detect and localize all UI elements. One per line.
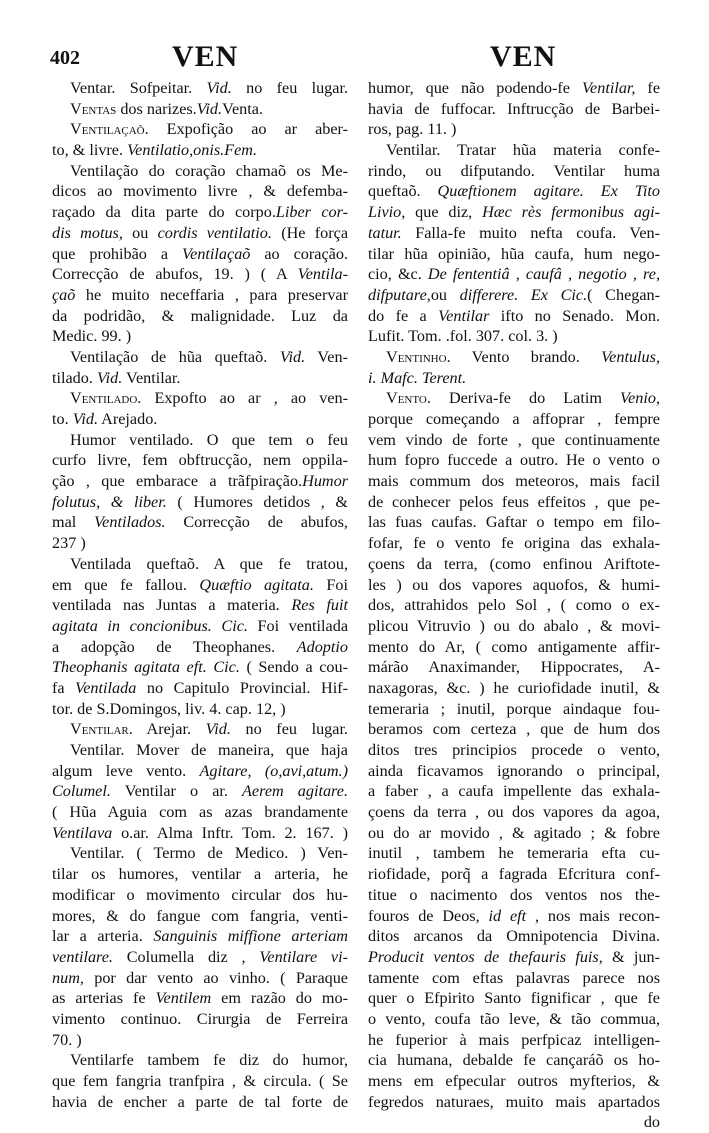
headword: Ventas [70,99,117,118]
text-line [52,968,348,989]
italic-text: Venio [619,389,656,408]
text-line [52,181,348,202]
italic-text: Humor [302,472,348,491]
text-segment: beramos com certeza , que de hum dos [368,720,660,739]
text-line [368,492,660,513]
text-segment: que prohibão a [52,244,183,263]
text-line [368,450,660,471]
text-line [368,264,660,285]
text-segment: , [655,389,660,408]
text-line [52,595,348,616]
text-segment: vem vindo de forte , que continuamente [368,430,660,449]
text-line [368,906,660,927]
italic-text: id eft [488,906,527,925]
text-line [368,740,660,761]
italic-text: Ventilava [52,823,113,842]
italic-text: Ventilaçaõ [182,244,251,263]
text-segment: temeraria ; inutil, porque aindaque fou- [368,699,660,718]
text-line [52,926,348,947]
text-line [368,1092,660,1113]
text-line [52,719,348,740]
text-segment: no Capitulo Provincial. Hif- [136,678,349,697]
text-segment: fa [52,678,76,697]
italic-text: Liber cor- [275,203,348,222]
text-segment: las fuas caufas. Gaftar o tempo em filo- [368,513,660,532]
text-line [52,347,348,368]
italic-text: Columel. [52,782,111,801]
italic-text: Sanguinis miffione arteriam [153,927,348,946]
italic-text: Producit ventos de thefauris fuis, [368,947,603,966]
text-segment: ainda ficavamos ignorando o principal, [368,761,660,780]
right-column [368,78,660,1133]
text-segment: tilar os humores, ventilar a arteria, he [52,865,348,884]
left-column [52,78,348,1112]
text-segment: tilado. [52,368,97,387]
text-segment: . Deriva-fe do Latim [426,389,620,408]
text-segment: Ventilar. [122,368,181,387]
text-line [368,864,660,885]
text-line [52,1030,348,1051]
text-segment: Ven- [305,347,348,366]
italic-text: Vid. [279,347,306,366]
text-line [52,885,348,906]
text-line [52,264,348,285]
italic-text: tatur. [368,223,402,242]
text-line [52,512,348,533]
text-line [52,368,348,389]
italic-text: Hæc rès fermonibus agi- [482,203,660,222]
text-segment: . Expofto ao ar , ao ven- [137,389,348,408]
text-line [52,988,348,1009]
text-line [52,678,348,699]
text-line [368,161,660,182]
text-line [52,864,348,885]
text-segment: ros, pag. 11. ) [368,120,457,139]
text-segment: plicou Vitruvio ) ou do abalo , & movi- [368,616,660,635]
text-line [52,781,348,802]
text-line [368,306,660,327]
italic-text: Res fuit [291,596,348,615]
text-line [368,99,660,120]
text-segment: de conhecer pelos feus effeitos , que pe- [368,492,660,511]
text-segment: Ventilar. Mover de maneira, que haja [70,741,348,759]
italic-text: Ventilare vi- [259,947,348,966]
headword: Ventilado [70,389,138,408]
text-line [368,988,660,1009]
text-line [368,678,660,699]
text-segment: que fem fangria tranfpira , & circula. ( Se [52,1072,348,1090]
text-segment: ifto no Senado. Mon. [489,306,660,325]
text-segment: mores, & do fangue com fangria, venti- [52,906,348,925]
text-segment: titue o nacimento dos ventos nos the- [368,885,660,904]
text-segment: as arterias fe [52,989,156,1008]
text-segment: fe [635,79,661,97]
text-line [52,409,348,430]
text-line [368,885,660,906]
text-line [52,202,348,223]
italic-text: cordis ventilatio. [157,223,272,242]
text-segment: ou do ar movido , & agitado ; & fobre [368,823,660,842]
text-line [368,119,660,140]
text-segment: , nos mais recon- [526,906,660,925]
text-segment: 70. ) [52,1030,82,1049]
text-line [52,699,348,720]
text-segment: em razão do mo- [211,989,348,1008]
text-segment: fegredos naturaes, muito mais apartados [368,1092,660,1111]
text-segment: hum fopro fuccede a outro. He o vento o [368,451,660,470]
text-segment: ventilada nas Juntas a materia. [52,596,292,615]
italic-text: Ventilatio,onis.Fem. [127,141,258,160]
text-segment: Foi [313,575,348,594]
italic-text: Ventilada [75,678,137,697]
italic-text: num, [52,968,84,987]
text-segment: ao coração. [250,244,348,263]
text-line [368,595,660,616]
italic-text: Ventilar, [581,79,636,97]
text-line [368,843,660,864]
text-segment: ( Humores detidos , & [166,492,348,511]
text-segment: riofidade, porq̃ a fagrada Efcritura conf- [368,865,660,884]
text-segment: Medic. 99. ) [52,327,132,346]
text-segment: dos narizes. [116,99,197,118]
text-segment: he fuperior à mais perfpicaz intelligen- [368,1030,660,1049]
text-segment: ou [430,285,460,304]
text-segment: mal [52,513,95,532]
italic-text: Ventilados. [94,513,166,532]
text-segment: ção , que embarace a trãfpiração. [52,472,303,491]
headword: Ventinho [386,347,447,366]
text-segment: a faber , a caufa impellente das exhala- [368,782,660,801]
text-line [52,306,348,327]
text-line [368,968,660,989]
text-segment: da podridão, & malignidade. Luz da [52,306,348,325]
text-line [52,119,348,140]
text-segment: inutil , tambem he temeraria efta cu- [368,844,660,863]
text-segment: mais commum dos meteoros, mais facil [368,472,660,491]
italic-text: differere. Ex Cic. [459,285,588,304]
running-head-right: VEN [490,40,557,73]
text-segment: ditos tres principios procede o vento, [368,741,660,759]
italic-text: Livio, [368,203,406,222]
text-line [52,388,348,409]
text-line [368,285,660,306]
text-line [52,244,348,265]
italic-text: Aerem agitare. [242,782,348,801]
text-line [368,326,660,347]
italic-text: Vid. [205,720,231,739]
text-segment: Ventilarfe tambem fe diz do humor, [70,1051,348,1070]
text-segment: & jun- [602,947,660,966]
text-line [368,657,660,678]
text-line [52,1071,348,1092]
text-segment: Ventilação do coração chamaõ os Me- [70,161,348,180]
text-segment: Ventilar. Tratar hũa materia confe- [386,141,660,160]
text-line [368,719,660,740]
text-segment: cia humana, debalde fe cançaráõ os ho- [368,1051,660,1070]
text-line [52,1050,348,1071]
headword: Ventilar [70,720,129,739]
text-segment: mens em efpecular outros myfterios, & [368,1072,660,1090]
text-segment: Ventilar o ar. [110,782,243,801]
text-segment: to, & livre. [52,141,128,160]
italic-text: Ventilem [155,989,212,1008]
text-line [368,637,660,658]
text-line [52,657,348,678]
running-head-left: VEN [172,40,239,73]
text-segment: tilar hũa opinião, hũa caufa, hum nego- [368,244,660,263]
text-segment: raçado da dita parte do corpo. [52,203,276,222]
text-line [52,575,348,596]
italic-text: Vid. [72,410,99,428]
text-segment: ditos arcanos da Omnipotencia Divina. [368,927,660,946]
text-line [368,533,660,554]
text-segment: Arejado. [98,410,158,428]
text-line [368,823,660,844]
text-line [52,823,348,844]
text-line [52,843,348,864]
text-segment: do fe a [368,306,439,325]
text-line [368,616,660,637]
text-line [368,409,660,430]
text-segment: ( Chegan- [587,285,661,304]
text-segment: . Expofição ao ar aber- [144,120,348,139]
text-segment: no feu lugar. [231,79,348,97]
text-line [52,471,348,492]
text-segment: vimento continuo. Cirurgia de Ferreira [52,1009,348,1028]
text-segment: Foi ventilada [247,616,348,635]
text-segment: queftaõ. [368,182,438,201]
text-segment: Ventar. Sofpeitar. [70,79,207,97]
text-line [52,99,348,120]
italic-text: Vid. [96,368,123,387]
text-segment: havia de encher a parte de tal forte de [52,1092,348,1111]
text-segment: Ventilar. ( Termo de Medico. ) Ven- [70,844,348,863]
text-line [368,781,660,802]
text-segment: Ventilada queftaõ. A que fe tratou, [70,554,348,573]
text-segment: cio, &c. [368,265,428,284]
text-line [52,740,348,761]
text-line [368,947,660,968]
text-segment: les ) ou dos vapores aquofos, & humi- [368,575,660,594]
text-segment: que diz, [405,203,483,222]
text-line [52,430,348,451]
text-line [368,1071,660,1092]
text-line [368,368,660,389]
text-line [368,388,660,409]
text-line [368,223,660,244]
text-segment: em que fe fallou. [52,575,200,594]
italic-text: ventilare. [52,947,113,966]
italic-text: çaõ [52,285,76,304]
text-segment: no feu lugar. [230,720,348,739]
text-line [368,347,660,368]
text-segment: humor, que não podendo-fe [368,79,582,97]
text-line [52,802,348,823]
text-segment: quer o Efpirito Santo fignificar , que fe [368,989,660,1008]
text-segment: 237 ) [52,534,86,553]
text-segment: to. [52,410,73,428]
text-segment: fofar, fe o vento fe origina das exhala- [368,534,660,553]
text-line [368,244,660,265]
text-segment: Ventilação de hũa queftaõ. [70,347,280,366]
text-segment: Venta. [222,99,263,118]
text-segment: o vento, coufa tão leve, & tão commua, [368,1009,660,1028]
text-line [52,450,348,471]
italic-text: Ventulus, [601,347,660,366]
italic-text: Vid. [206,79,232,97]
italic-text: Vid. [196,99,223,118]
text-segment: Correcção de abufos, [165,513,348,532]
text-segment: naxagoras, &c. ) he curiofidade inutil, & [368,678,660,697]
italic-text: Quæftionem agitare. Ex Tito [437,182,660,201]
text-line [52,223,348,244]
text-line [368,1030,660,1051]
text-segment: rindo, ou difputando. Ventilar huma [368,161,660,180]
italic-text: Quæftio agitata. [199,575,314,594]
text-line [368,699,660,720]
text-segment: lar a arteria. [52,927,154,946]
text-segment: . Arejar. [128,720,206,739]
italic-text: dis motus, [52,223,123,242]
text-line [368,78,660,99]
text-segment: ou [122,223,158,242]
text-line [368,512,660,533]
text-line [52,492,348,513]
text-segment: do [643,1113,660,1132]
text-segment: por dar vento ao vinho. ( Paraque [83,968,348,987]
text-segment: Falla-fe muito nefta coufa. Ven- [401,223,660,242]
text-line [368,140,660,161]
text-line [52,140,348,161]
text-line [368,471,660,492]
text-line [52,947,348,968]
text-line [368,430,660,451]
text-line [368,1050,660,1071]
text-segment: porque começando a affoprar , fempre [368,410,660,428]
italic-text: folutus, & liber. [52,492,167,511]
italic-text: i. Mafc. Terent. [368,368,467,387]
text-line [368,1112,660,1133]
text-segment: mento do Ar, ( como antigamente affir- [368,637,660,656]
text-line [52,1092,348,1113]
text-segment: Humor ventilado. O que tem o feu [70,430,348,449]
text-segment: tamente com eftas palavras parece nos [368,968,660,987]
text-line [52,637,348,658]
text-line [368,802,660,823]
italic-text: Ventilar [438,306,490,325]
text-segment: Lufit. Tom. .fol. 307. col. 3. ) [368,327,558,346]
text-line [52,533,348,554]
text-segment: márão Anaximander, Hippocrates, A- [368,658,660,677]
text-line [368,554,660,575]
text-line [52,761,348,782]
text-segment: çoens da terra , ou dos vapores da agoa, [368,803,660,822]
text-segment: Columella diz , [112,947,260,966]
text-line [52,554,348,575]
text-segment: Correcção de abufos, 19. ) ( A [52,265,298,284]
text-segment: modificar o movimento circular dos hu- [52,885,348,904]
text-line [368,575,660,596]
italic-text: Agitare, (o,avi,atum.) [199,761,348,780]
text-line [368,181,660,202]
text-segment: . Vento brando. [446,347,602,366]
text-line [52,326,348,347]
text-segment: he muito neceffaria , para preservar [75,285,348,304]
text-segment: ( Hũa Aguia com as azas brandamente [52,803,348,822]
text-line [52,285,348,306]
text-segment: havia de fuffocar. Inftrucção de Barbei- [368,99,660,118]
text-segment: o.ar. Alma Inftr. Tom. 2. 167. ) [112,823,348,842]
text-line [368,1009,660,1030]
italic-text: Theophanis agitata eft. Cic. [52,658,240,677]
text-line [52,161,348,182]
italic-text: difputare, [368,285,431,304]
text-line [52,1009,348,1030]
text-line [368,761,660,782]
italic-text: Adoptio [296,637,348,656]
text-segment: a adopção de Theophanes. [52,637,297,656]
italic-text: agitata in concionibus. Cic. [52,616,248,635]
text-segment: dos, attrahidos pelo Sol , ( como o ex- [368,596,660,615]
text-segment: ( Sendo a cou- [239,658,348,677]
text-line [52,616,348,637]
text-segment: tor. de S.Domingos, liv. 4. cap. 12, ) [52,699,286,718]
text-line [368,202,660,223]
text-line [368,926,660,947]
text-segment: fouros de Deos, [368,906,489,925]
italic-text: De fententiâ , caufâ , negotio , re, [427,265,660,284]
text-segment: dicos ao movimento livre , & defemba- [52,182,348,201]
headword: Ventilaçaõ [70,120,145,139]
text-segment: çoens da terra, (como enfinou Ariftote- [368,554,660,573]
text-line [52,906,348,927]
page-number: 402 [50,47,80,69]
italic-text: Ventila- [297,265,348,284]
text-segment: (He força [271,223,348,242]
headword: Vento [386,389,427,408]
text-segment: curfo livre, fem obftrucção, nem oppila- [52,451,348,470]
text-line [52,78,348,99]
text-segment: algum leve vento. [52,761,200,780]
